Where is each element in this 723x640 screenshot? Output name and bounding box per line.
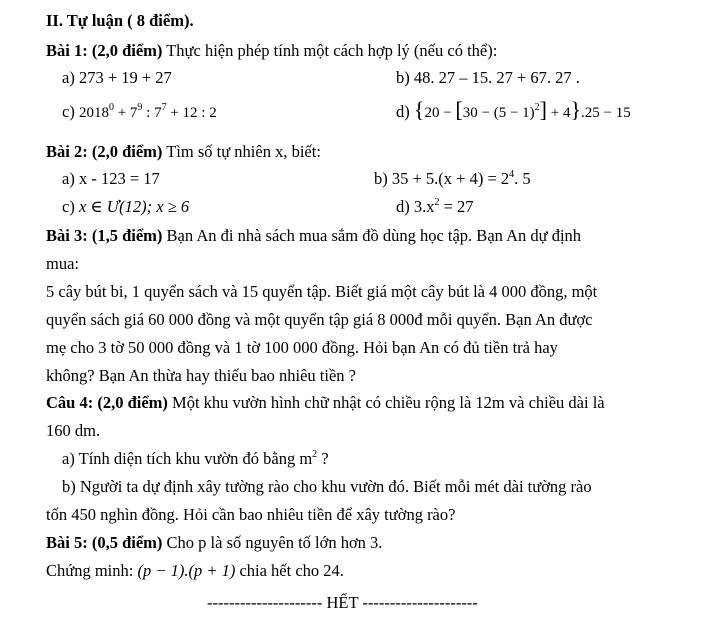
bai3-intro: Bài 3: (1,5 điểm) Bạn An đi nhà sách mua sắm đồ dùng học tập. Bạn An dự định (46, 226, 582, 245)
end-marker: --------------------- HẾT --------------------- (207, 593, 478, 612)
bai1-b: b) 48. 27 – 15. 27 + 67. 27 . (396, 68, 580, 87)
bai2-d: d) $3.x^2 = 27$ (396, 196, 474, 216)
bai3-line4: quyển sách giá 60 000 đồng và một quyển tập giá 8 000đ mỗi quyển. Bạn An được (46, 310, 593, 329)
section-heading: II. Tự luận ( 8 điểm). (46, 11, 194, 30)
bai5-proof-expression: (p − 1).(p + 1) (137, 561, 236, 580)
bai1-text: Thực hiện phép tính một cách hợp lý (nếu có thể): (162, 41, 498, 60)
bai1-d-expression: $\{20 - [30 - (5 - 1)^2] + 4\}.25 - 15$ (413, 97, 631, 122)
bai1-intro (46, 41, 497, 61)
bai2-intro (46, 142, 321, 162)
bai5-title: Bài 5: (0,5 điểm) (46, 533, 163, 552)
bai2-title: Bài 2: (2,0 điểm) (46, 142, 163, 161)
cau4-line2: 160 dm. (46, 421, 101, 440)
cau4-a: a) Tính diện tích khu vườn đó bằng $m^2$ ? (62, 448, 329, 468)
cau4-b-line1: b) Người ta dự định xây tường rào cho khu vườn đó. Biết mỗi mét dài tường rào (62, 477, 592, 496)
bai2-text: Tìm số tự nhiên x, biết: (162, 142, 321, 161)
bai3-line6: không? Bạn An thừa hay thiếu bao nhiêu tiền ? (46, 366, 356, 385)
bai2-c: c) x ∈ Ư(12); x ≥ 6 (62, 197, 190, 216)
bai1-title: Bài 1: (2,0 điểm) (46, 41, 163, 60)
bai1-a: a) 273 + 19 + 27 (62, 68, 172, 87)
bai2-a: a) x - 123 = 17 (62, 169, 160, 188)
cau4-intro: Câu 4: (2,0 điểm) Một khu vườn hình chữ nhật có chiều rộng là 12m và chiều dài là (46, 393, 605, 412)
bai1-c-expression: $2018^0 + 7^9$ : $7^7 + 12$ : 2 (78, 102, 217, 121)
bai5-intro: Bài 5: (0,5 điểm) Cho p là số nguyên tố lớn hơn 3. (46, 533, 383, 552)
bai5-proof: Chứng minh: (p − 1).(p + 1) chia hết cho 24. (46, 561, 344, 580)
cau4-b-line2: tốn 450 nghìn đồng. Hỏi cần bao nhiêu tiền để xây tường rào? (46, 505, 456, 524)
bai3-line5: mẹ cho 3 tờ 50 000 đồng và 1 tờ 100 000 đồng. Hỏi bạn An có đủ tiền trả hay (46, 338, 558, 357)
bai3-line2: mua: (46, 254, 79, 273)
bai3-line3: 5 cây bút bi, 1 quyển sách và 15 quyển tập. Biết giá một cây bút là 4 000 đồng, một (46, 282, 598, 301)
bai2-c-expression: x ∈ Ư(12); x ≥ 6 (78, 197, 190, 216)
cau4-title: Câu 4: (2,0 điểm) (46, 393, 168, 412)
bai1-d: d) $\{20 - [30 - (5 - 1)^2] + 4\}.25 - 15$ (396, 97, 631, 122)
bai1-c: c) $2018^0 + 7^9$ : $7^7 + 12$ : 2 (62, 102, 217, 121)
bai2-b: b) $35 + 5.(x + 4) = 2^4$. 5 (374, 168, 531, 188)
bai3-title: Bài 3: (1,5 điểm) (46, 226, 163, 245)
